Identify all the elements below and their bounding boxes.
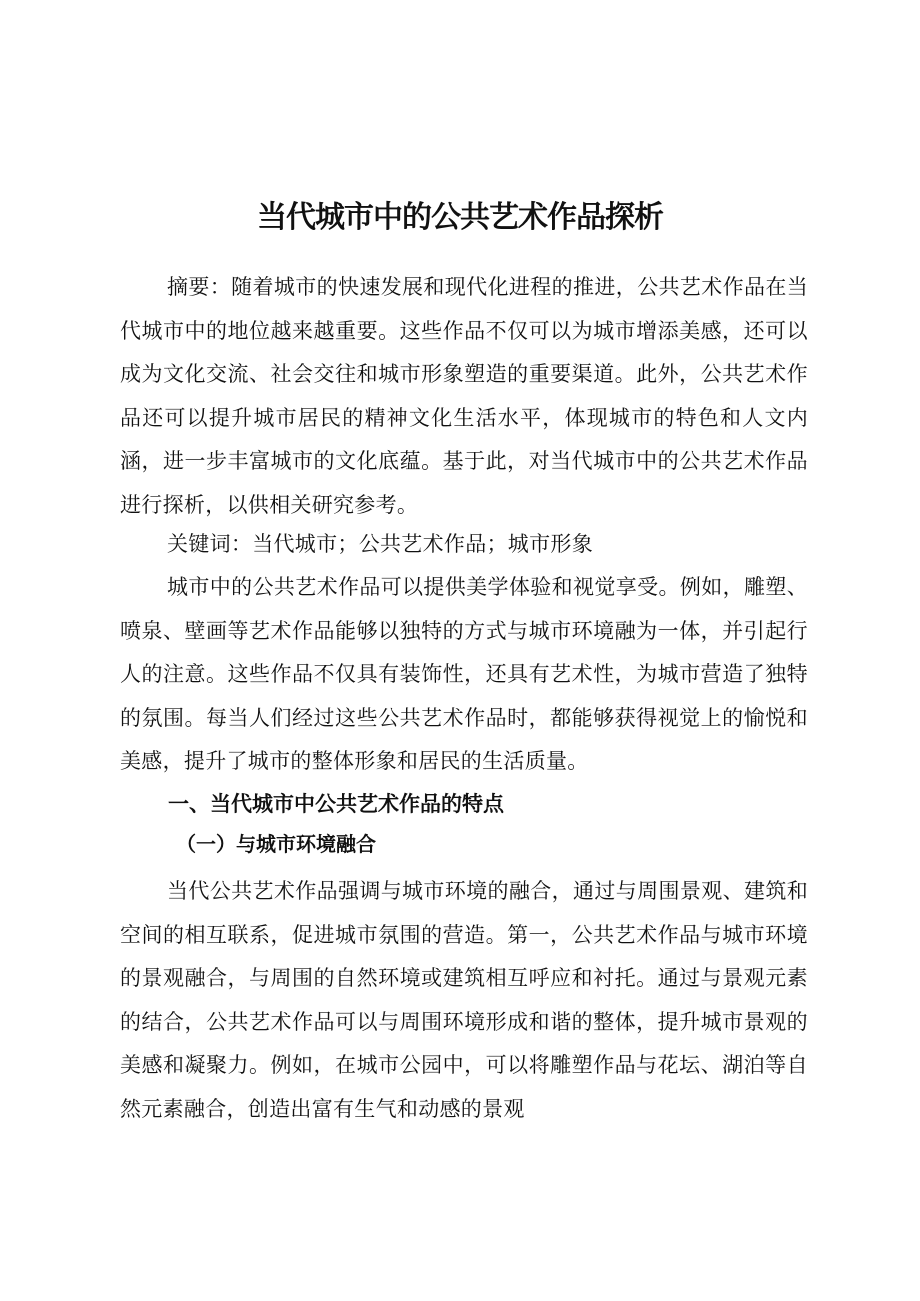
keywords-line: 关键词：当代城市；公共艺术作品；城市形象	[167, 532, 593, 556]
intro-paragraph: 城市中的公共艺术作品可以提供美学体验和视觉享受。例如，雕塑、喷泉、壁画等艺术作品能够以独特的方式与城市环境融为一体，并引起行人的注意。这些作品不仅具有装饰性，还具有艺术性，为城市营造了独特的氛围。每当人们经过这些公共艺术作品时，都能够获得视觉上的愉悦和美感，提升了城市的整体形象和居民的生活质量。	[120, 575, 808, 773]
document-title: 当代城市中的公共艺术作品探析	[257, 200, 663, 236]
section-heading: 一、当代城市中公共艺术作品的特点	[168, 792, 504, 816]
body-paragraph: 当代公共艺术作品强调与城市环境的融合，通过与周围景观、建筑和空间的相互联系，促进城市氛围的营造。第一，公共艺术作品与城市环境的景观融合，与周围的自然环境或建筑相互呼应和衬托。通过与景观元素的结合，公共艺术作品可以与周围环境形成和谐的整体，提升城市景观的美感和凝聚力。例如，在城市公园中，可以将雕塑作品与花坛、湖泊等自然元素融合，创造出富有生气和动感的景观	[120, 879, 808, 1121]
abstract-paragraph: 摘要：随着城市的快速发展和现代化进程的推进，公共艺术作品在当代城市中的地位越来越重要。这些作品不仅可以为城市增添美感，还可以成为文化交流、社会交往和城市形象塑造的重要渠道。此外，公共艺术作品还可以提升城市居民的精神文化生活水平，体现城市的特色和人文内涵，进一步丰富城市的文化底蕴。基于此，对当代城市中的公共艺术作品进行探析，以供相关研究参考。	[120, 275, 808, 517]
subsection-heading: （一）与城市环境融合	[176, 832, 376, 856]
